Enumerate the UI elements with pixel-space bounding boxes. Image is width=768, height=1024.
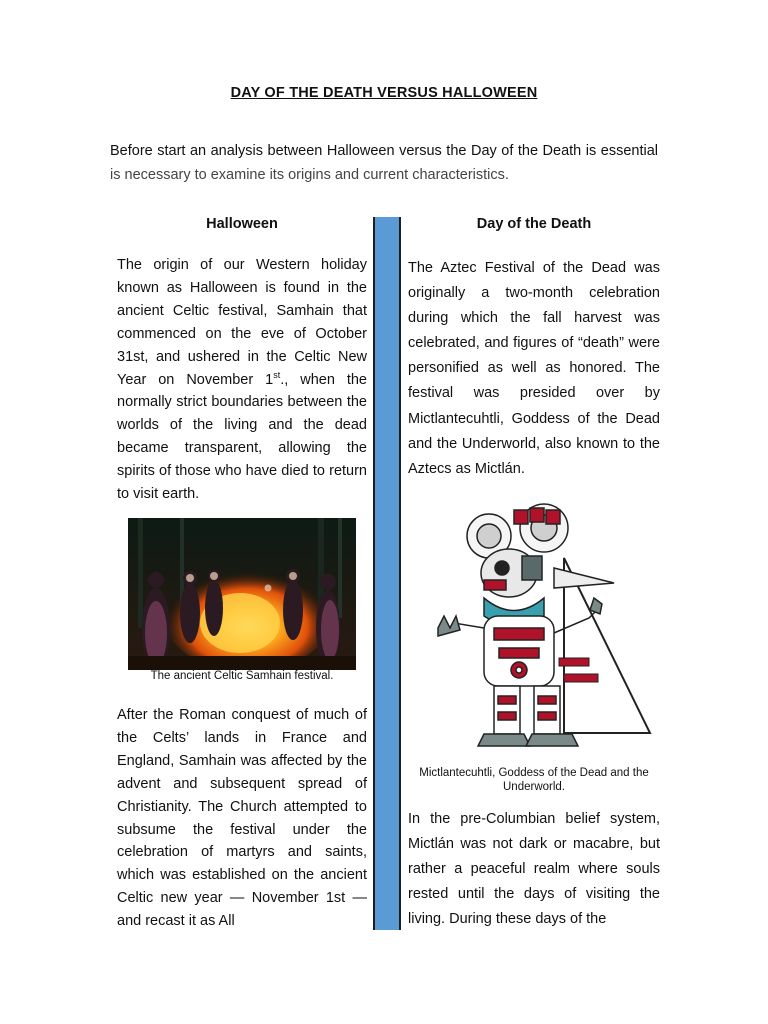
intro-text-part2: is necessary to examine its origins and current characteristics. — [110, 167, 509, 183]
samhain-caption: The ancient Celtic Samhain festival. — [150, 670, 334, 682]
ordinal-superscript: st — [273, 369, 281, 380]
column-divider-bar — [373, 217, 401, 930]
day-of-the-death-heading: Day of the Death — [476, 216, 592, 232]
mictlantecuhtli-illustration — [414, 498, 654, 766]
samhain-festival-photo — [128, 518, 356, 670]
halloween-paragraph-2: After the Roman conquest of much of the Celts’ lands in France and England, Samhain was affected by the advent and subsequent spread of Christianity. The Church attempted to subsume the festival under the celebration of martyrs and saints, which was established on the ancient Celtic new year — November 1st — and recast it as All — [117, 707, 367, 930]
halloween-paragraph-1-text-a: The origin of our Western holiday known as Halloween is found in the ancient Celtic festival, Samhain that commenced on the eve of October 31st, and ushered in the Celtic New Year on November 1 — [117, 257, 367, 388]
day-of-the-death-paragraph-1: The Aztec Festival of the Dead was originally a two-month celebration during which the fall harvest was celebrated, and figures of “death” were personified as well as honored. The festival was presided over by Mictlantecuhtli, Goddess of the Dead and the Underworld, also known to the Aztecs as Mictlán. — [408, 260, 660, 477]
mictlantecuhtli-caption: Mictlantecuhtli, Goddess of the Dead and the Underworld. — [419, 767, 649, 793]
halloween-heading: Halloween — [206, 216, 278, 232]
mictlantecuhtli-svg — [414, 498, 654, 766]
samhain-photo-svg — [128, 518, 356, 670]
intro-paragraph — [110, 139, 658, 187]
halloween-paragraph-1 — [117, 254, 367, 506]
intro-text-part1: Before start an analysis between Halloween versus the Day of the Death is essential — [110, 143, 658, 159]
day-of-the-death-paragraph-2: In the pre-Columbian belief system, Mictlán was not dark or macabre, but rather a peaceful realm where souls rested until the days of visiting the living. During these days of the — [408, 811, 660, 928]
document-title: DAY OF THE DEATH VERSUS HALLOWEEN — [230, 85, 538, 101]
halloween-paragraph-1-text-b: ., when the normally strict boundaries between the worlds of the living and the dead became transparent, allowing the spirits of those who have died to return to visit earth. — [117, 371, 368, 503]
